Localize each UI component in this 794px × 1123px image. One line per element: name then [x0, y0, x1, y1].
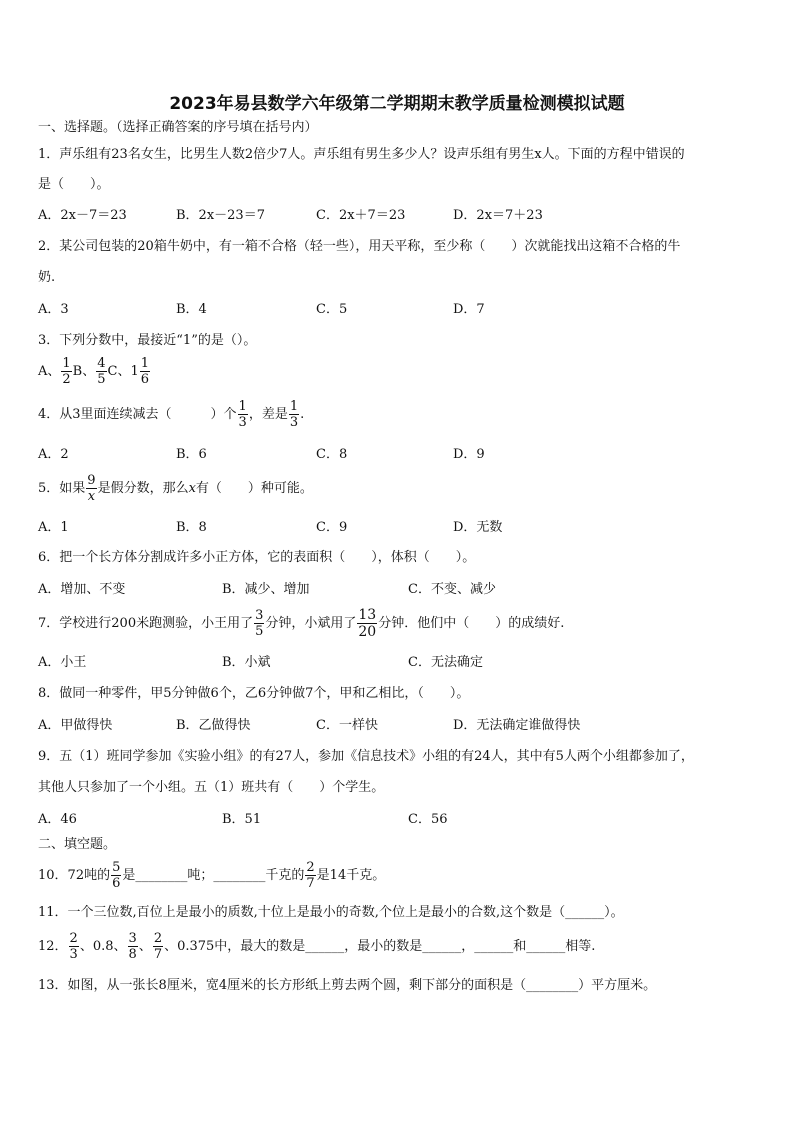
- question-8-option-a: A．甲做得快: [38, 718, 113, 733]
- question-2-text-cont: 奶.: [38, 270, 56, 285]
- fraction-four-fifths: $\frac{4}{5}$: [97, 356, 106, 387]
- section-heading-fill: 二、填空题。: [38, 837, 117, 852]
- fraction-three-fifths: $\frac{3}{5}$: [255, 608, 264, 639]
- fraction-five-sixths: $\frac{5}{6}$: [112, 860, 121, 891]
- question-2-option-b: B．4: [176, 302, 207, 317]
- fraction-two-sevenths-q12: $\frac{2}{7}$: [153, 931, 163, 962]
- fraction-one-half: $\frac{1}{2}$: [62, 356, 71, 387]
- question-2-option-c: C．5: [316, 302, 348, 317]
- question-4-option-d: D．9: [453, 447, 485, 462]
- question-9-text: 9．五（1）班同学参加《实验小组》的有27人，参加《信息技术》小组的有24人，其中有5人两个小组都参加了，: [38, 749, 694, 764]
- question-1-option-b: B．2x－23＝7: [176, 208, 265, 223]
- question-9-option-a: A．46: [38, 812, 77, 827]
- question-8-text: 8．做同一种零件，甲5分钟做6个，乙6分钟做7个，甲和乙相比，（ ）。: [38, 686, 470, 701]
- question-13-text: 13．如图，从一张长8厘米，宽4厘米的长方形纸上剪去两个圆，剩下部分的面积是（________）平方厘米。: [38, 978, 657, 993]
- question-7-option-c: C．无法确定: [408, 655, 483, 670]
- fraction-one-third-result: $\frac{1}{3}$: [289, 399, 299, 430]
- question-8-option-d: D．无法确定谁做得快: [453, 718, 581, 733]
- question-2-option-a: A．3: [38, 302, 69, 317]
- question-3-options: [38, 357, 151, 386]
- fraction-two-thirds: $\frac{2}{3}$: [69, 931, 78, 962]
- question-1-option-a: A．2x－7＝23: [38, 208, 127, 223]
- question-5-option-c: C．9: [316, 520, 348, 535]
- section-heading-choice: 一、选择题。（选择正确答案的序号填在括号内）: [38, 120, 318, 135]
- question-9-option-c: C．56: [408, 812, 448, 827]
- question-5-text: 5．如果 $\frac{9}{x}$ 是假分数，那么x有（ ）种可能。: [38, 473, 313, 504]
- fraction-thirteen-twentieths: $\frac{13}{20}$: [358, 607, 377, 640]
- question-5-option-a: A．1: [38, 520, 69, 535]
- mixed-number-whole: 1: [130, 364, 139, 379]
- option-c-label: C、: [107, 364, 131, 379]
- question-1-text: 1．声乐组有23名女生，比男生人数2倍少7人。声乐组有男生多少人？设声乐组有男生x人。下面的方程中错误的: [38, 147, 685, 162]
- question-1-text-cont: 是（ ）。: [38, 177, 110, 192]
- fraction-three-eighths: $\frac{3}{8}$: [128, 931, 137, 962]
- fraction-two-sevenths: $\frac{2}{7}$: [306, 860, 315, 891]
- question-6-option-a: A．增加、不变: [38, 582, 126, 597]
- question-8-option-c: C．一样快: [316, 718, 378, 733]
- question-5-option-d: D．无数: [453, 520, 503, 535]
- question-9-text-cont: 其他人只参加了一个小组。五（1）班共有（ ）个学生。: [38, 780, 385, 795]
- question-7-text: 7．学校进行200米跑测验，小王用了 $\frac{3}{5}$ 分钟，小斌用了 $\frac{13}{20}$ 分钟．他们中（ ）的成绩好.: [38, 607, 565, 640]
- question-1-option-d: D．2x＝7＋23: [453, 208, 543, 223]
- question-6-option-b: B．减少、增加: [222, 582, 310, 597]
- fraction-one-sixth: $\frac{1}{6}$: [140, 356, 150, 387]
- question-6-option-c: C．不变、减少: [408, 582, 496, 597]
- question-7-option-a: A．小王: [38, 655, 87, 670]
- question-4-option-a: A．2: [38, 447, 69, 462]
- question-4-option-c: C．8: [316, 447, 348, 462]
- question-6-text: 6．把一个长方体分割成许多小正方体，它的表面积（ ），体积（ ）。: [38, 550, 476, 565]
- question-2-text: 2．某公司包装的20箱牛奶中，有一箱不合格（轻一些），用天平称，至少称（ ）次就能找出这箱不合格的牛: [38, 239, 681, 254]
- fraction-one-third: $\frac{1}{3}$: [238, 399, 247, 430]
- question-9-option-b: B．51: [222, 812, 262, 827]
- question-5-option-b: B．8: [176, 520, 207, 535]
- question-3-text: 3．下列分数中，最接近“1”的是（）。: [38, 333, 257, 348]
- question-4-option-b: B．6: [176, 447, 207, 462]
- question-12-text: 12． $\frac{2}{3}$ 、0.8、 $\frac{3}{8}$ 、 $\frac{2}{7}$ 、0.375中，最大的数是______，最小的数是______，______和______相等.: [38, 931, 596, 962]
- question-2-option-d: D．7: [453, 302, 485, 317]
- question-7-option-b: B．小斌: [222, 655, 271, 670]
- page-title: 2023年易县数学六年级第二学期期末教学质量检测模拟试题: [169, 94, 625, 114]
- question-10-text: 10．72吨的 $\frac{5}{6}$ 是________吨；________千克的 $\frac{2}{7}$ 是14千克。: [38, 860, 386, 891]
- option-a-label: A、: [38, 364, 61, 379]
- option-b-label: B、: [72, 364, 96, 379]
- question-11-text: 11．一个三位数,百位上是最小的质数,十位上是最小的奇数,个位上是最小的合数,这个数是（______）。: [38, 905, 624, 920]
- fraction-nine-over-x: $\frac{9}{x}$: [87, 473, 96, 504]
- question-4-text: 4．从3里面连续减去（ ）个 $\frac{1}{3}$ ，差是 $\frac{1}{3}$ .: [38, 399, 305, 430]
- question-8-option-b: B．乙做得快: [176, 718, 251, 733]
- question-1-option-c: C．2x＋7＝23: [316, 208, 406, 223]
